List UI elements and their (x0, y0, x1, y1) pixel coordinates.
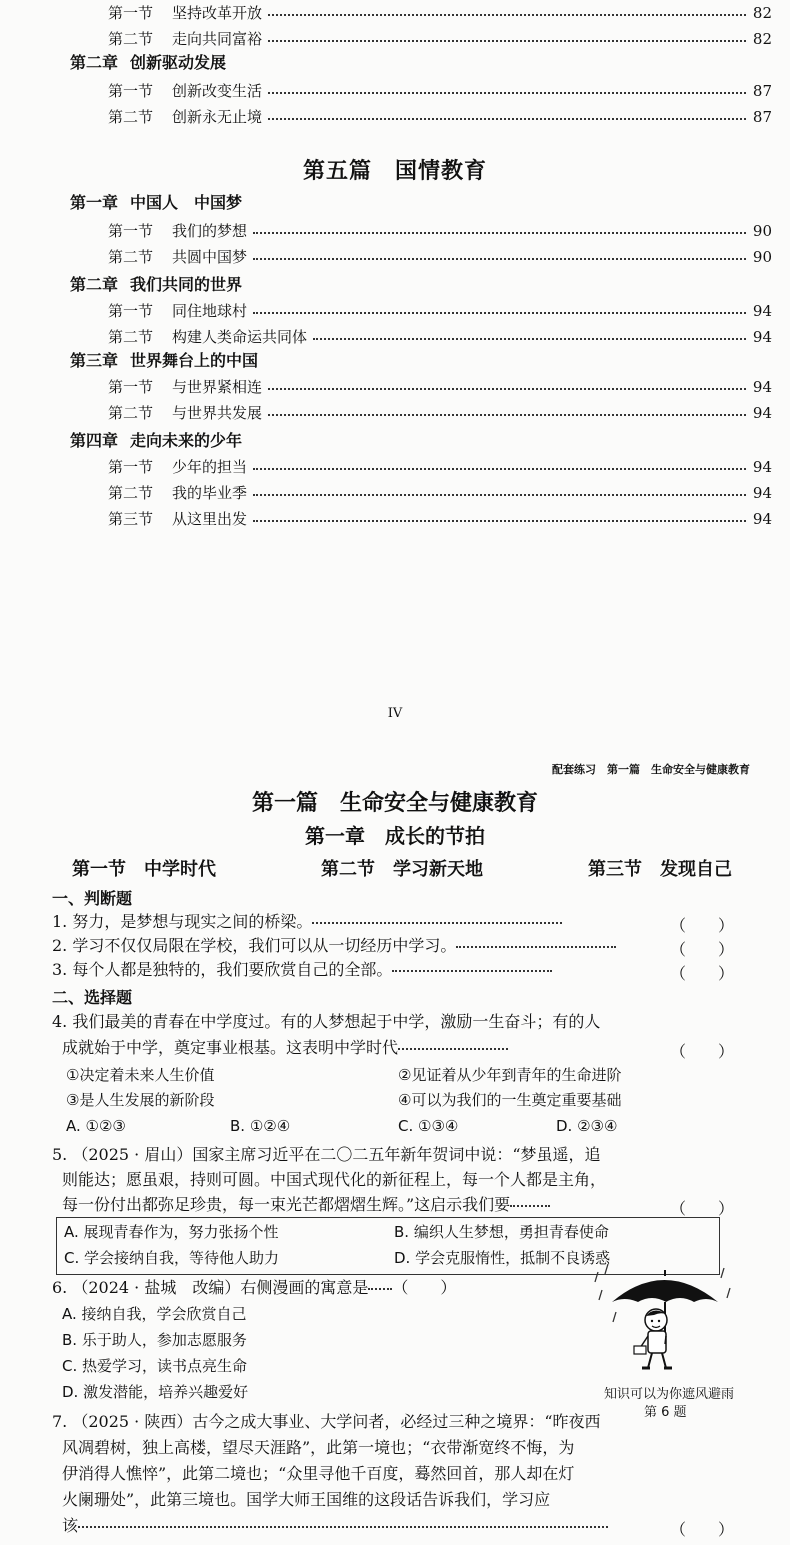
q4-option-d[interactable]: D. ②③④ (556, 1117, 618, 1135)
q6-stem: 6. （2024 · 盐城 改编）右侧漫画的寓意是 （ ） (52, 1278, 457, 1297)
toc-leader-dots (253, 520, 746, 522)
judge-item: 2. 学习不仅仅局限在学校，我们可以从一切经历中学习。 (52, 934, 616, 958)
running-header: 配套练习 第一篇 生命安全与健康教育 (552, 763, 750, 776)
choice-heading: 二、选择题 (52, 988, 133, 1007)
toc-section (0, 26, 790, 52)
toc-leader-dots (313, 338, 746, 340)
toc-page-number: 82 (752, 30, 772, 48)
q7-stem: 该 (62, 1514, 608, 1538)
toc-page-number: 90 (752, 248, 772, 266)
toc-section-label[interactable]: 第二节 与世界共发展 (108, 404, 263, 422)
answer-blank[interactable]: （ ） (669, 1520, 734, 1539)
q6-option-b[interactable]: B. 乐于助人，参加志愿服务 (62, 1331, 247, 1349)
toc-section (0, 104, 790, 130)
q4-option-a[interactable]: A. ①②③ (66, 1117, 126, 1135)
toc-leader-dots (253, 494, 746, 496)
q4-option-b[interactable]: B. ①②④ (230, 1117, 291, 1135)
q5-stem: 则能达；愿虽艰，持则可圆。中国式现代化的新征程上，每一个人都是主角， (62, 1170, 607, 1189)
toc-page-number: 94 (752, 484, 772, 502)
toc-chapter (0, 190, 790, 216)
toc-page-number: 94 (752, 510, 772, 528)
toc-section (0, 78, 790, 104)
toc-chapter-label: 第二章 创新驱动发展 (70, 53, 227, 72)
page-number: IV (387, 706, 403, 721)
toc-chapter-label: 第三章 世界舞台上的中国 (70, 351, 259, 370)
toc-chapter (0, 348, 790, 374)
q4-item: ③是人生发展的新阶段 (66, 1091, 215, 1109)
q5-option-c[interactable]: C. 学会接纳自我，等待他人助力 (64, 1249, 280, 1267)
chapter-title: 第一章 成长的节拍 (305, 824, 485, 848)
answer-blank[interactable]: （ ） (669, 940, 734, 959)
toc-section-label[interactable]: 第二节 构建人类命运共同体 (108, 328, 308, 346)
toc-leader-dots (268, 118, 746, 120)
toc-section (0, 0, 790, 26)
section-title: 第二节 学习新天地 (321, 859, 483, 880)
toc-section (0, 324, 790, 350)
q4-stem: 4. 我们最美的青春在中学度过。有的人梦想起于中学，激励一生奋斗；有的人 (52, 1012, 601, 1031)
q5-option-a[interactable]: A. 展现青春作为，努力张扬个性 (64, 1223, 279, 1241)
toc-chapter (0, 272, 790, 298)
q7-stem: 伊消得人憔悴”，此第二境也；“众里寻他千百度，蓦然回首，那人却在灯 (62, 1464, 575, 1483)
toc-section-label[interactable]: 第一节 少年的担当 (108, 458, 248, 476)
q7-stem: 火阑珊处”，此第三境也。国学大师王国维的这段话告诉我们，学习应 (62, 1490, 551, 1509)
toc-page-number: 94 (752, 458, 772, 476)
section-title: 第一节 中学时代 (72, 859, 216, 880)
toc-section (0, 374, 790, 400)
toc-section (0, 480, 790, 506)
section-titles (72, 855, 732, 881)
toc-section (0, 454, 790, 480)
toc-page-number: 94 (752, 302, 772, 320)
toc-section-label[interactable]: 第二节 我的毕业季 (108, 484, 248, 502)
toc-section-label[interactable]: 第一节 坚持改革开放 (108, 4, 263, 22)
q5-option-d[interactable]: D. 学会克服惰性，抵制不良诱惑 (394, 1249, 611, 1267)
toc-section-label[interactable]: 第二节 走向共同富裕 (108, 30, 263, 48)
toc-leader-dots (268, 92, 746, 94)
toc-chapter (0, 428, 790, 454)
q6-option-d[interactable]: D. 激发潜能，培养兴趣爱好 (62, 1383, 249, 1401)
toc-chapter-label: 第四章 走向未来的少年 (70, 431, 243, 450)
toc-section-label[interactable]: 第一节 我们的梦想 (108, 222, 248, 240)
toc-page-number: 94 (752, 378, 772, 396)
toc-page-number: 87 (752, 82, 772, 100)
toc-page-number: 82 (752, 4, 772, 22)
toc-leader-dots (268, 388, 746, 390)
toc-section (0, 244, 790, 270)
answer-blank[interactable]: （ ） (669, 916, 734, 935)
toc-section (0, 298, 790, 324)
toc-section-label[interactable]: 第一节 同住地球村 (108, 302, 248, 320)
q6-option-c[interactable]: C. 热爱学习，读书点亮生命 (62, 1357, 248, 1375)
q5-stem: 5. （2025 · 眉山）国家主席习近平在二〇二五年新年贺词中说：“梦虽遥，追 (52, 1145, 601, 1164)
toc-leader-dots (253, 232, 746, 234)
judge-item: 1. 努力，是梦想与现实之间的桥梁。 (52, 910, 562, 934)
toc-page-number: 90 (752, 222, 772, 240)
toc-page-number: 87 (752, 108, 772, 126)
toc-page-number: 94 (752, 328, 772, 346)
toc-leader-dots (253, 312, 746, 314)
q5-stem: 每一份付出都弥足珍贵，每一束光芒都熠熠生辉。”这启示我们要 (62, 1193, 550, 1217)
q4-item: ①决定着未来人生价值 (66, 1066, 215, 1084)
q5-option-b[interactable]: B. 编织人生梦想，勇担青春使命 (394, 1223, 609, 1241)
toc-chapter-label: 第一章 中国人 中国梦 (70, 193, 243, 212)
toc-section-label[interactable]: 第二节 共圆中国梦 (108, 248, 248, 266)
toc-chapter (0, 50, 790, 76)
q4-item: ②见证着从少年到青年的生命进阶 (398, 1066, 622, 1084)
toc-leader-dots (253, 258, 746, 260)
q6-option-a[interactable]: A. 接纳自我，学会欣赏自己 (62, 1305, 247, 1323)
toc-leader-dots (268, 40, 746, 42)
judge-item: 3. 每个人都是独特的，我们要欣赏自己的全部。 (52, 958, 552, 982)
judge-heading: 一、判断题 (52, 889, 133, 908)
toc-section (0, 506, 790, 532)
q7-stem: 风凋碧树，独上高楼，望尽天涯路”，此第一境也；“衣带渐宽终不悔，为 (62, 1438, 575, 1457)
answer-blank[interactable]: （ ） (669, 1199, 734, 1218)
toc-section-label[interactable]: 第三节 从这里出发 (108, 510, 248, 528)
q4-item: ④可以为我们的一生奠定重要基础 (398, 1091, 622, 1109)
figure-label: 第 6 题 (644, 1405, 687, 1420)
toc-page-number: 94 (752, 404, 772, 422)
answer-blank[interactable]: （ ） (669, 1042, 734, 1061)
part-title: 第一篇 生命安全与健康教育 (251, 791, 538, 816)
toc-chapter-label: 第二章 我们共同的世界 (70, 275, 243, 294)
toc-section-label[interactable]: 第一节 创新改变生活 (108, 82, 263, 100)
cartoon-caption: 知识可以为你遮风避雨 (604, 1387, 735, 1402)
toc-section (0, 218, 790, 244)
q4-stem: 成就始于中学，奠定事业根基。这表明中学时代 (62, 1036, 508, 1060)
toc-section-label[interactable]: 第二节 创新永无止境 (108, 108, 263, 126)
toc-leader-dots (253, 468, 746, 470)
toc-page (0, 0, 790, 740)
toc-section-label[interactable]: 第一节 与世界紧相连 (108, 378, 263, 396)
toc-section (0, 400, 790, 426)
toc-leader-dots (268, 14, 746, 16)
section-title: 第三节 发现自己 (588, 859, 732, 880)
q4-option-c[interactable]: C. ①③④ (398, 1117, 459, 1135)
answer-blank[interactable]: （ ） (669, 964, 734, 983)
toc-leader-dots (268, 414, 746, 416)
toc-part-title: 第五篇 国情教育 (302, 159, 487, 184)
cartoon-umbrella-figure (594, 1262, 734, 1382)
q7-stem: 7. （2025 · 陕西）古今之成大事业、大学问者，必经过三种之境界：“昨夜西 (52, 1412, 601, 1431)
